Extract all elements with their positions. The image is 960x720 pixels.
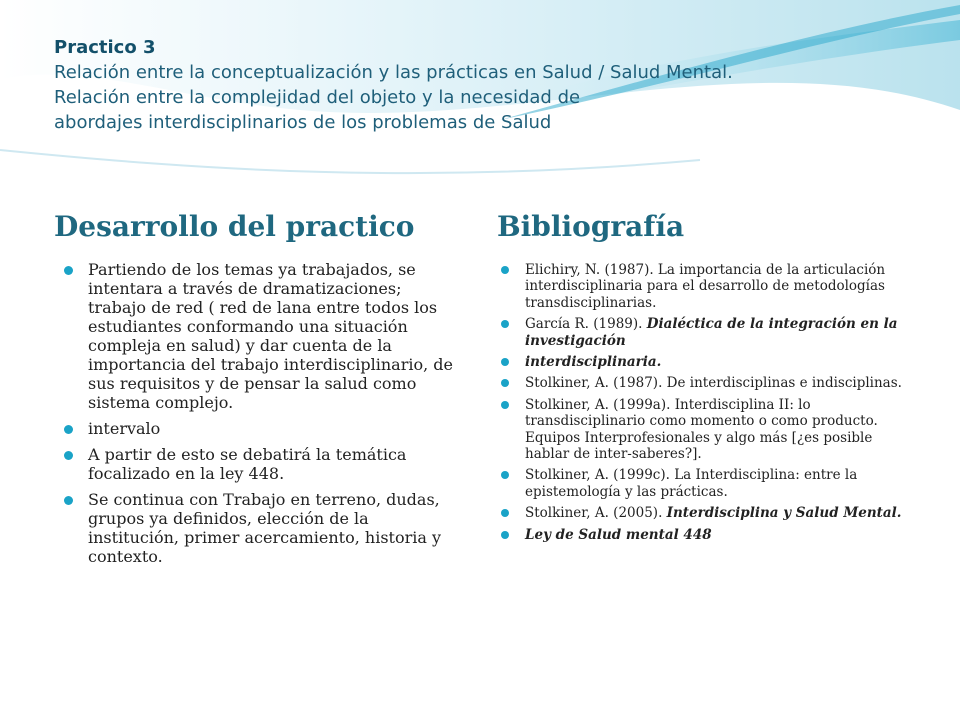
reference-title: Ley de Salud mental 448 (525, 526, 712, 543)
reference-title: Interdisciplina y Salud Mental. (666, 505, 902, 522)
reference-text: Stolkiner, A. (1999c). La Interdisciplina: entre la epistemología y las prácticas. (525, 467, 858, 500)
list-item (497, 467, 917, 500)
right-column-heading: Bibliografía (497, 210, 685, 243)
list-item: Partiendo de los temas ya trabajados, se intentara a través de dramatizaciones; trabajo de red ( red de lana entre todos los estudiantes conformando una situación compleja en salud) y dar cuenta de la importancia del trabajo interdisciplinario, de sus requisitos y de pensar la salud como sistema complejo. (60, 260, 460, 412)
reference-title: interdisciplinaria. (525, 354, 662, 371)
subtitle-line-1: Relación entre la conceptualización y las prácticas en Salud / Salud Mental. (54, 62, 733, 83)
bibliography-list (497, 262, 917, 548)
list-item (497, 375, 917, 391)
list-item (497, 397, 917, 463)
reference-title: Dialéctica de la integración en la investigación (525, 316, 898, 349)
reference-text: Elichiry, N. (1987). La importancia de la articulación interdisciplinaria para el desarrollo de metodologías transdisciplinarias. (525, 262, 886, 311)
list-item (497, 527, 917, 543)
reference-text: García R. (1989). (525, 316, 647, 333)
list-item (497, 505, 917, 521)
list-item (497, 262, 917, 311)
slide-title: Practico 3 (54, 37, 156, 58)
list-item (497, 316, 917, 349)
list-item: A partir de esto se debatirá la temática focalizado en la ley 448. (60, 445, 460, 483)
slide-header (54, 36, 934, 135)
subtitle-line-3: abordajes interdisciplinarios de los problemas de Salud (54, 112, 552, 133)
development-list (60, 260, 460, 573)
list-item: intervalo (60, 419, 460, 438)
list-item (497, 354, 917, 370)
list-item: Se continua con Trabajo en terreno, dudas, grupos ya definidos, elección de la institución, primer acercamiento, historia y contexto. (60, 490, 460, 566)
reference-text: Stolkiner, A. (1987). De interdisciplinas e indisciplinas. (525, 375, 902, 392)
subtitle-line-2: Relación entre la complejidad del objeto y la necesidad de (54, 87, 581, 108)
reference-text: Stolkiner, A. (1999a). Interdisciplina II: lo transdisciplinario como momento o como producto. Equipos Interprofesionales y algo más [¿es posible hablar de inter-saberes?]. (525, 396, 878, 463)
left-column-heading: Desarrollo del practico (54, 210, 415, 243)
reference-text: Stolkiner, A. (2005). (525, 505, 667, 522)
